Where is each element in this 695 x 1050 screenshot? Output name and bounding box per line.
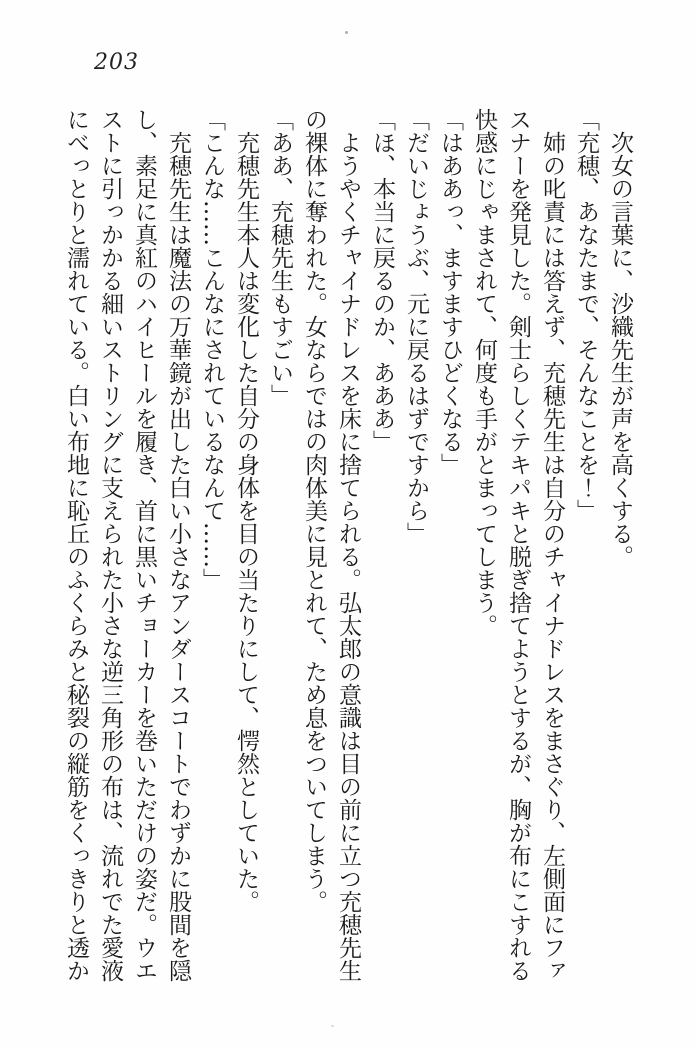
- narration-paragraph: ようやくチャイナドレスを床に捨てられる。弘太郎の意識は目の前に立つ充穂先生の裸体に奪われた。女ならではの肉体美に見とれて、ため息をついてしまう。: [301, 108, 361, 982]
- dialogue-paragraph: 「ほ、本当に戻るのか、あああ」: [369, 108, 395, 453]
- dialogue-paragraph: 「充穂、あなたまで、そんなことを！」: [573, 108, 599, 522]
- dialogue-paragraph: 「はああっ、ますますひどくなる」: [437, 108, 463, 476]
- dialogue-paragraph: 「ああ、充穂先生もすごい」: [267, 108, 293, 407]
- narration-paragraph: 姉の叱責には答えず、充穂先生は自分のチャイナドレスをまさぐり、左側面にファスナーを発見した。剣士らしくテキパキと脱ぎ捨てようとするが、胸が布にこすれる快感にじゃまされて、何度も手がとまってしまう。: [471, 108, 565, 982]
- scan-speck-top: [345, 31, 348, 34]
- narration-paragraph: 充穂先生本人は変化した自分の身体を目の当たりにして、愕然としていた。: [233, 131, 259, 913]
- dialogue-paragraph: 「こんな……こんなにされているなんて……」: [199, 108, 225, 591]
- page-number: 203: [94, 50, 139, 75]
- dialogue-paragraph: 「だいじょうぶ、元に戻るはずですから」: [403, 108, 429, 545]
- scan-speck-bottom: [331, 1025, 334, 1027]
- vertical-text-body: [59, 108, 637, 982]
- narration-paragraph: 充穂先生は魔法の万華鏡が出した白い小さなアンダースコートでわずかに股間を隠し、素足に真紅のハイヒールを履き、首に黒いチョーカーを巻いただけの姿だ。ウエストに引っかかる細いストリングに支えられた小さな逆三角形の布は、流れでた愛液にべっとりと濡れている。白い布地に恥丘のふくらみと秘裂の縦筋をくっきりと透か: [63, 108, 191, 982]
- narration-paragraph: 次女の言葉に、沙織先生が声を高くする。: [607, 131, 633, 568]
